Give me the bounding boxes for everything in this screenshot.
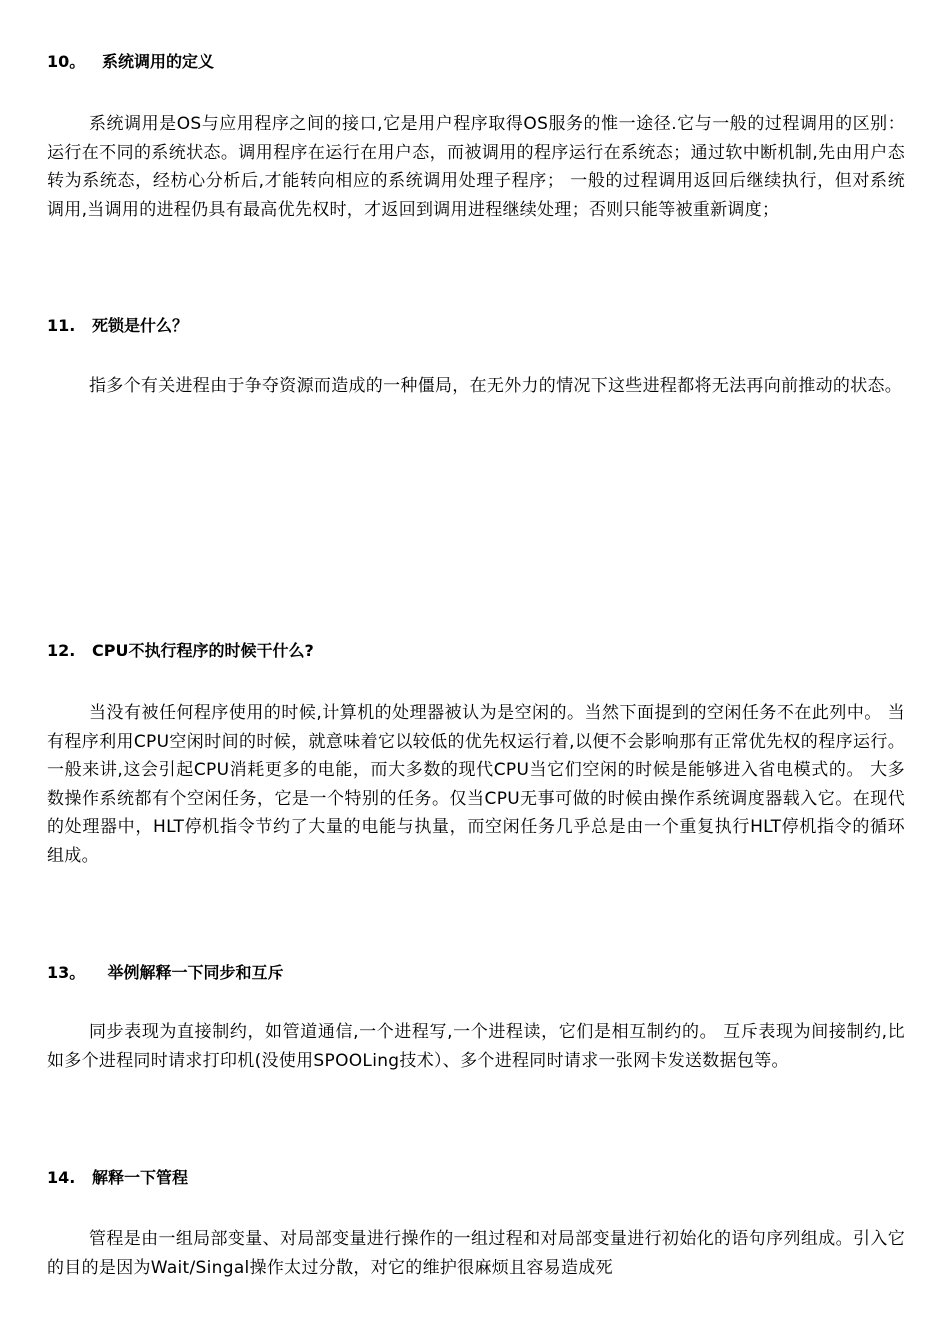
section-body-14: 管程是由一组局部变量、对局部变量进行操作的一组过程和对局部变量进行初始化的语句序列组成。引入它的目的是因为Wait/Singal操作太过分散，对它的维护很麻烦且容易造成死 <box>47 1229 905 1278</box>
section-heading-11: 11. 死锁是什么？ <box>47 316 189 335</box>
section-body-13: 同步表现为直接制约，如管道通信,一个进程写,一个进程读，它们是相互制约的。 互斥表现为间接制约,比如多个进程同时请求打印机(没使用SPOOLing技术）、多个进程同时请求一张网卡发送数据包等。 <box>47 1022 905 1071</box>
section-body-11: 指多个有关进程由于争夺资源而造成的一种僵局，在无外力的情况下这些进程都将无法再向前推动的状态。 <box>89 376 903 396</box>
section-heading-10: 10。 系统调用的定义 <box>47 52 214 71</box>
section-body-10: 系统调用是OS与应用程序之间的接口,它是用户程序取得OS服务的惟一途径.它与一般的过程调用的区别：运行在不同的系统状态。调用程序在运行在用户态，而被调用的程序运行在系统态；通过软中断机制,先由用户态转为系统态，经枋心分析后,才能转向相应的系统调用处理子程序； 一般的过程调用返回后继续执行，但对系统调用,当调用的进程仍具有最高优先权时，才返回到调用进程继续处理；否则只能等被重新调度； <box>47 114 905 220</box>
section-body-12: 当没有被任何程序使用的时候,计算机的处理器被认为是空闲的。当然下面提到的空闲任务不在此列中。 当有程序利用CPU空闲时间的时候，就意味着它以较低的优先权运行着,以便不会影响那有正常优先权的程序运行。一般来讲,这会引起CPU消耗更多的电能，而大多数的现代CPU当它们空闲的时候是能够进入省电模式的。 大多数操作系统都有个空闲任务，它是一个特别的任务。仅当CPU无事可做的时候由操作系统调度器载入它。在现代的处理器中，HLT停机指令节约了大量的电能与执量，而空闲任务几乎总是由一个重复执行HLT停机指令的循环组成。 <box>47 703 905 866</box>
section-heading-14: 14. 解释一下管程 <box>47 1168 189 1187</box>
section-heading-13: 13。 举例解释一下同步和互斥 <box>47 963 284 982</box>
section-heading-12: 12. CPU不执行程序的时候干什么? <box>47 641 314 660</box>
